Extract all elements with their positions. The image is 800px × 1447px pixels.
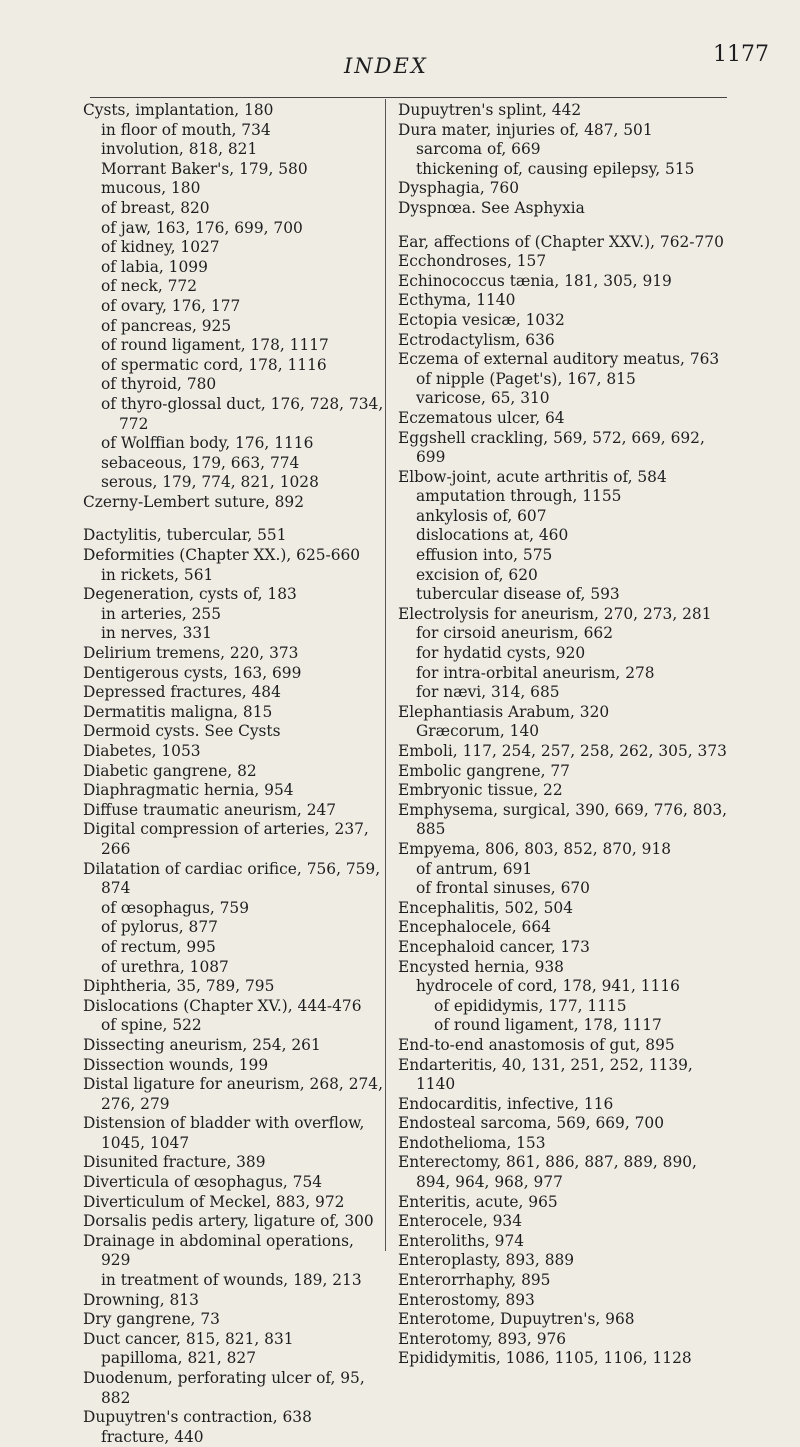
index-entry: Endothelioma, 153 — [398, 1133, 546, 1152]
index-subentry: Græcorum, 140 — [416, 722, 540, 741]
index-subentry: ankylosis of, 607 — [416, 506, 547, 525]
index-entry: Eczema of external auditory meatus, 763 — [398, 350, 720, 369]
index-subentry: sebaceous, 179, 663, 774 — [101, 453, 300, 472]
index-subentry: varicose, 65, 310 — [416, 389, 550, 408]
index-entry: Ecchondroses, 157 — [398, 252, 547, 271]
index-subentry: in floor of mouth, 734 — [101, 120, 271, 139]
index-subentry: involution, 818, 821 — [101, 140, 258, 159]
index-entry: Enteritis, acute, 965 — [398, 1192, 558, 1211]
index-entry: Diphtheria, 35, 789, 795 — [83, 977, 275, 996]
index-entry: Epididymitis, 1086, 1105, 1106, 1128 — [398, 1349, 692, 1368]
index-entry: Enterectomy, 861, 886, 887, 889, 890, 894, 964, 968, 977 — [398, 1153, 697, 1192]
index-entry: Enterostomy, 893 — [398, 1290, 535, 1309]
index-entry: Dislocations (Chapter XV.), 444-476 — [83, 996, 362, 1015]
index-subentry: effusion into, 575 — [416, 546, 553, 565]
index-subentry: of epididymis, 177, 1115 — [434, 996, 627, 1015]
index-entry: Enterocele, 934 — [398, 1212, 522, 1231]
index-subentry: tubercular disease of, 593 — [416, 585, 620, 604]
index-subentry: of frontal sinuses, 670 — [416, 879, 590, 898]
index-entry: Deformities (Chapter XX.), 625-660 — [83, 546, 361, 565]
index-subentry: of neck, 772 — [101, 277, 197, 296]
index-subentry: of round ligament, 178, 1117 — [434, 1016, 662, 1035]
index-entry: Disunited fracture, 389 — [83, 1153, 266, 1172]
index-entry: Distal ligature for aneurism, 268, 274, 276, 279 — [83, 1075, 383, 1113]
index-subentry: in rickets, 561 — [101, 565, 214, 584]
index-entry: Dentigerous cysts, 163, 699 — [83, 663, 302, 682]
index-entry: Encephalitis, 502, 504 — [398, 898, 573, 917]
index-entry: Dissecting aneurism, 254, 261 — [83, 1035, 321, 1054]
index-subentry: dislocations at, 460 — [416, 526, 569, 545]
index-entry: Enteroliths, 974 — [398, 1231, 525, 1250]
index-entry: Echinococcus tænia, 181, 305, 919 — [398, 271, 672, 290]
header-rule — [90, 97, 727, 98]
index-entry: Delirium tremens, 220, 373 — [83, 644, 299, 663]
index-entry: Endarteritis, 40, 131, 251, 252, 1139, 1140 — [398, 1055, 693, 1094]
index-entry: Drowning, 813 — [83, 1290, 199, 1309]
index-subentry: of labia, 1099 — [101, 257, 208, 276]
index-subentry: for hydatid cysts, 920 — [416, 644, 586, 663]
index-entry: Empyema, 806, 803, 852, 870, 918 — [398, 839, 672, 858]
index-subentry: of urethra, 1087 — [101, 957, 229, 976]
index-entry: Eggshell crackling, 569, 572, 669, 692, 699 — [398, 428, 705, 467]
index-entry: Endocarditis, infective, 116 — [398, 1094, 614, 1113]
index-entry: Eczematous ulcer, 64 — [398, 408, 565, 427]
index-entry: Duct cancer, 815, 821, 831 — [83, 1329, 294, 1348]
index-entry: Diverticula of œsophagus, 754 — [83, 1173, 323, 1192]
index-subentry: Morrant Baker's, 179, 580 — [101, 159, 308, 178]
index-entry: Diabetes, 1053 — [83, 742, 201, 760]
index-subentry: of œsophagus, 759 — [101, 898, 249, 917]
index-subentry: for nævi, 314, 685 — [416, 683, 560, 702]
index-entry: Ectrodactylism, 636 — [398, 330, 555, 349]
index-subentry: of rectum, 995 — [101, 937, 216, 956]
index-subentry: of spine, 522 — [101, 1016, 202, 1035]
index-entry: Ectopia vesicæ, 1032 — [398, 310, 565, 329]
index-subentry: amputation through, 1155 — [416, 487, 622, 506]
index-entry: Depressed fractures, 484 — [83, 683, 281, 702]
index-subentry: of spermatic cord, 178, 1116 — [101, 355, 327, 374]
index-entry: Encysted hernia, 938 — [398, 957, 564, 976]
index-entry: Czerny-Lembert suture, 892 — [83, 492, 305, 511]
index-entry: Embolic gangrene, 77 — [398, 761, 570, 780]
page-header — [0, 0, 800, 100]
index-entry: Embryonic tissue, 22 — [398, 781, 563, 800]
index-subentry: papilloma, 821, 827 — [101, 1349, 257, 1368]
index-entry: Dysphagia, 760 — [398, 179, 519, 198]
index-subentry: of jaw, 163, 176, 699, 700 — [101, 218, 303, 237]
index-subentry: of breast, 820 — [101, 198, 210, 217]
index-entry: Electrolysis for aneurism, 270, 273, 281 — [398, 604, 712, 623]
index-entry: Enterotome, Dupuytren's, 968 — [398, 1310, 635, 1329]
index-entry: Digital compression of arteries, 237, 266 — [83, 820, 369, 858]
page-title: INDEX — [344, 54, 428, 78]
index-subentry: in treatment of wounds, 189, 213 — [101, 1271, 362, 1290]
index-subentry: in nerves, 331 — [101, 624, 212, 643]
index-subentry: of antrum, 691 — [416, 859, 533, 878]
index-entry: Diffuse traumatic aneurism, 247 — [83, 800, 337, 819]
index-entry: Diaphragmatic hernia, 954 — [83, 781, 294, 800]
index-entry: Distension of bladder with overflow, 1045, 1047 — [83, 1114, 365, 1152]
index-subentry: hydrocele of cord, 178, 941, 1116 — [416, 977, 680, 996]
index-entry: Dyspnœa. See Asphyxia — [398, 198, 585, 217]
page-number: 1177 — [713, 42, 769, 67]
index-entry: Dermoid cysts. See Cysts — [83, 722, 281, 741]
index-subentry: mucous, 180 — [101, 179, 201, 198]
index-entry: Enterotomy, 893, 976 — [398, 1329, 567, 1348]
index-entry: Duodenum, perforating ulcer of, 95, 882 — [83, 1369, 365, 1407]
index-entry: Degeneration, cysts of, 183 — [83, 585, 297, 604]
index-subentry: of Wolffian body, 176, 1116 — [101, 434, 314, 453]
index-entry: Enteroplasty, 893, 889 — [398, 1251, 575, 1270]
index-subentry: of round ligament, 178, 1117 — [101, 336, 329, 355]
index-entry: Diverticulum of Meckel, 883, 972 — [83, 1192, 345, 1211]
index-subentry: of nipple (Paget's), 167, 815 — [416, 369, 636, 388]
index-subentry: of ovary, 176, 177 — [101, 296, 241, 315]
index-column-left — [83, 101, 385, 1447]
index-entry: Emphysema, surgical, 390, 669, 776, 803, 885 — [398, 800, 728, 839]
index-entry: Cysts, implantation, 180 — [83, 101, 274, 119]
index-subentry: for intra-orbital aneurism, 278 — [416, 663, 655, 682]
index-entry: Elephantiasis Arabum, 320 — [398, 702, 610, 721]
index-subentry: sarcoma of, 669 — [416, 140, 541, 159]
index-subentry: excision of, 620 — [416, 565, 538, 584]
section-gap — [83, 512, 385, 526]
index-subentry: of thyro-glossal duct, 176, 728, 734, 772 — [101, 394, 384, 433]
index-entry: Dupuytren's splint, 442 — [398, 101, 582, 119]
index-entry: Diabetic gangrene, 82 — [83, 761, 257, 780]
index-subentry: thickening of, causing epilepsy, 515 — [416, 159, 695, 178]
index-entry: Dry gangrene, 73 — [83, 1310, 220, 1329]
index-entry: Dura mater, injuries of, 487, 501 — [398, 120, 653, 139]
index-entry: Emboli, 117, 254, 257, 258, 262, 305, 373 — [398, 742, 727, 760]
index-entry: Dissection wounds, 199 — [83, 1055, 269, 1074]
index-subentry: serous, 179, 774, 821, 1028 — [101, 473, 319, 492]
index-subentry: for cirsoid aneurism, 662 — [416, 624, 613, 643]
index-entry: Dupuytren's contraction, 638 — [83, 1408, 312, 1427]
index-subentry: in arteries, 255 — [101, 604, 221, 623]
index-entry: Dorsalis pedis artery, ligature of, 300 — [83, 1212, 374, 1231]
index-subentry: fracture, 440 — [101, 1427, 204, 1446]
index-entry: Ear, affections of (Chapter XXV.), 762-770 — [398, 232, 724, 251]
index-entry: Dilatation of cardiac orifice, 756, 759, 874 — [83, 859, 381, 898]
column-divider — [385, 99, 386, 1251]
index-entry: Enterorrhaphy, 895 — [398, 1271, 551, 1290]
index-entry: Endosteal sarcoma, 569, 669, 700 — [398, 1114, 665, 1133]
index-entry: Elbow-joint, acute arthritis of, 584 — [398, 467, 667, 486]
index-entry: Encephalocele, 664 — [398, 918, 551, 937]
section-gap — [398, 219, 730, 233]
index-entry: Ecthyma, 1140 — [398, 291, 516, 310]
index-subentry: of thyroid, 780 — [101, 375, 217, 394]
index-subentry: of pancreas, 925 — [101, 316, 232, 335]
index-entry: Dactylitis, tubercular, 551 — [83, 526, 287, 545]
index-entry: End-to-end anastomosis of gut, 895 — [398, 1035, 675, 1054]
index-column-right — [398, 101, 730, 1369]
index-subentry: of pylorus, 877 — [101, 918, 218, 937]
index-entry: Dermatitis maligna, 815 — [83, 702, 273, 721]
index-entry: Encephaloid cancer, 173 — [398, 937, 590, 956]
index-subentry: of kidney, 1027 — [101, 238, 220, 257]
index-entry: Drainage in abdominal operations, 929 — [83, 1231, 354, 1270]
